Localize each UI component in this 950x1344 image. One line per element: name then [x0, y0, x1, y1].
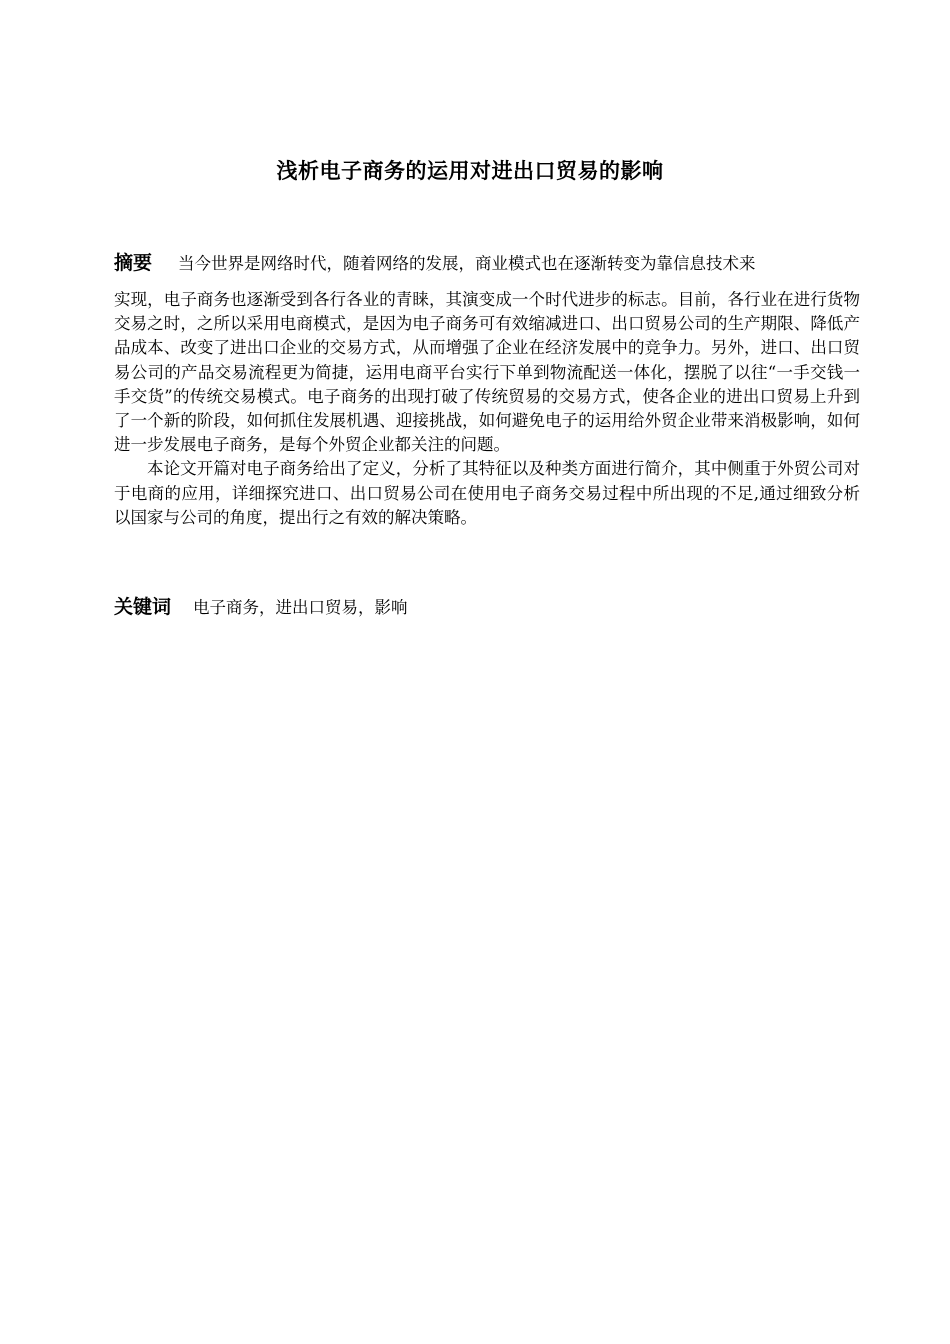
- keywords-line: [114, 594, 860, 621]
- abstract-paragraph-1: 实现，电子商务也逐渐受到各行各业的青睐，其演变成一个时代进步的标志。目前，各行业在进行货物交易之时，之所以采用电商模式，是因为电子商务可有效缩减进口、出口贸易公司的生产期限、降低产品成本、改变了进出口企业的交易方式，从而增强了企业在经济发展中的竞争力。另外，进口、出口贸易公司的产品交易流程更为简捷，运用电商平台实行下单到物流配送一体化，摆脱了以往“一手交钱一手交货”的传统交易模式。电子商务的出现打破了传统贸易的交易方式，使各企业的进出口贸易上升到了一个新的阶段，如何抓住发展机遇、迎接挑战，如何避免电子的运用给外贸企业带来消极影响，如何进一步发展电子商务，是每个外贸企业都关注的问题。: [114, 290, 860, 455]
- abstract-body: [114, 288, 860, 530]
- keywords-label: 关键词: [114, 596, 172, 618]
- abstract-first-line: 当今世界是网络时代，随着网络的发展，商业模式也在逐渐转变为靠信息技术来: [178, 254, 756, 273]
- abstract-label: 摘要: [114, 252, 153, 274]
- abstract-paragraph-2: 本论文开篇对电子商务给出了定义，分析了其特征以及种类方面进行简介，其中侧重于外贸公司对于电商的应用，详细探究进口、出口贸易公司在使用电子商务交易过程中所出现的不足,通过细致分析以国家与公司的角度，提出行之有效的解决策略。: [114, 459, 860, 527]
- paper-title: 浅析电子商务的运用对进出口贸易的影响: [276, 159, 664, 183]
- keywords-text: 电子商务，进出口贸易，影响: [193, 598, 408, 617]
- abstract-heading-line: [114, 250, 860, 277]
